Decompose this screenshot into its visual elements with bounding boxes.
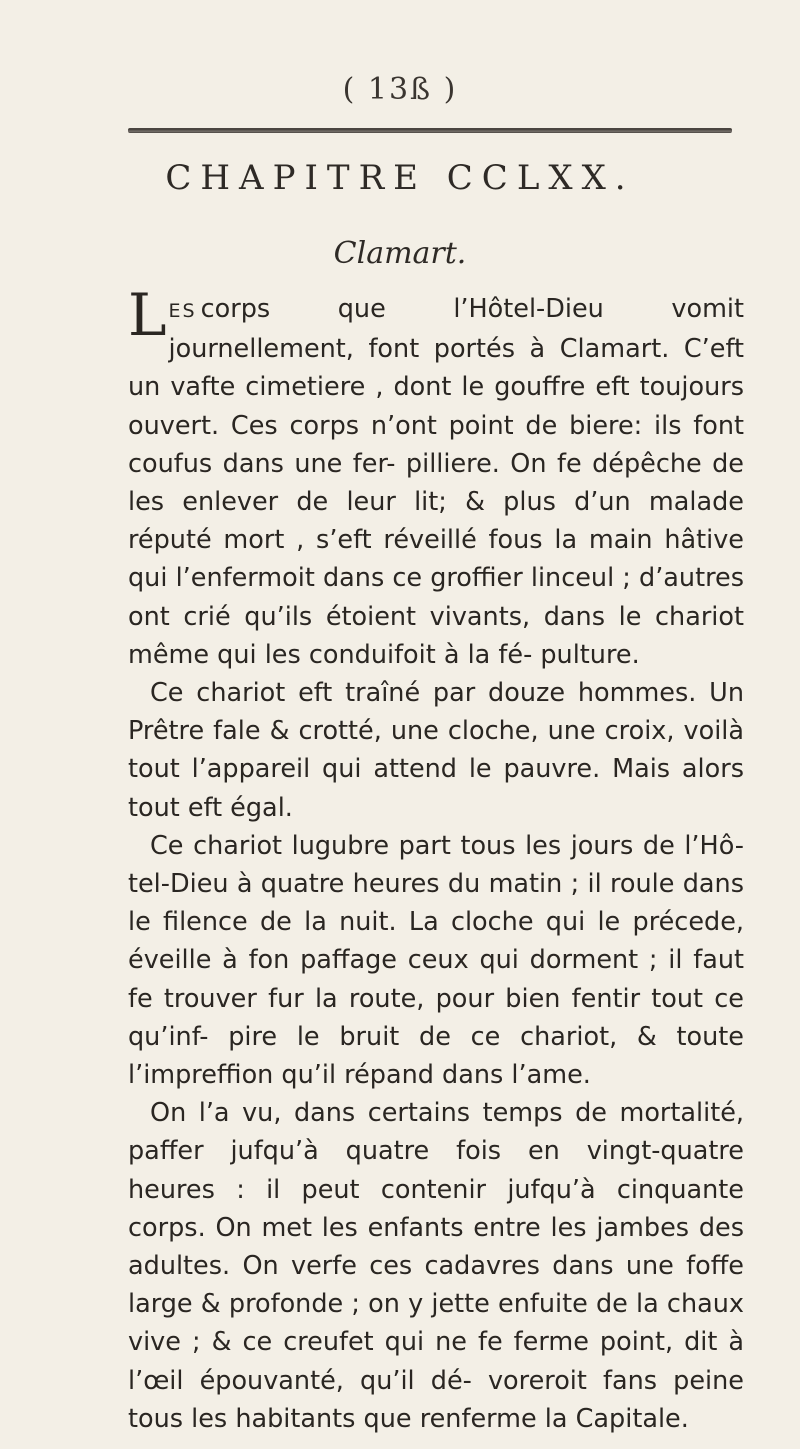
drop-cap: L bbox=[128, 281, 167, 349]
header-rule bbox=[128, 128, 732, 133]
paragraph-1 bbox=[128, 281, 744, 674]
paragraph-2: Ce chariot eft traîné par douze hommes. Un Prêtre fale & crotté, une cloche, une croix, voilà tout l’appareil qui attend le pauvre. Mais alors tout eft égal. bbox=[128, 678, 744, 823]
page-number: ( 13ß ) bbox=[342, 72, 458, 107]
paragraph-3: Ce chariot lugubre part tous les jours de l’Hô- tel-Dieu à quatre heures du matin ; il roule dans le filence de la nuit. La cloche qui le précede, éveille à fon paffage ceux qui dorment ; il faut fe trouver fur la route, pour bien fentir tout ce qu’inf- pire le bruit de ce chariot, & toute l’impreffion qu’il répand dans l’ame. bbox=[128, 830, 744, 1091]
chapter-heading: CHAPITRE CCLXX. bbox=[165, 158, 635, 198]
body-text bbox=[128, 281, 744, 1438]
paragraph-4: On l’a vu, dans certains temps de mortalité, paffer jufqu’à quatre fois en vingt-quatre heures : il peut contenir jufqu’à cinquante corps. On met les enfants entre les jambes des adultes. On verfe ces cadavres dans une foffe large & profonde ; on y jette enfuite de la chaux vive ; & ce creufet qui ne fe ferme point, dit à l’œil épouvanté, qu’il dé- voreroit fans peine tous les habitants que renferme la Capitale. bbox=[128, 1098, 744, 1434]
chapter-subtitle: Clamart. bbox=[333, 236, 467, 271]
paragraph-1-text: corps que l’Hôtel-Dieu vomit journellement, font portés à Clamart. C’eft un vafte cimetiere , dont le gouffre eft toujours ouvert. Ces corps n’ont point de biere: ils font coufus dans une fer- pilliere. On fe dépêche de les enlever de leur lit; & plus d’un malade réputé mort , s’eft réveillé fous la main hâtive qui l’enfermoit dans ce groffier linceul ; d’autres ont crié qu’ils étoient vivants, dans le chariot même qui les conduifoit à la fé- pulture. bbox=[128, 294, 744, 670]
first-word-rest: ES bbox=[168, 300, 197, 322]
